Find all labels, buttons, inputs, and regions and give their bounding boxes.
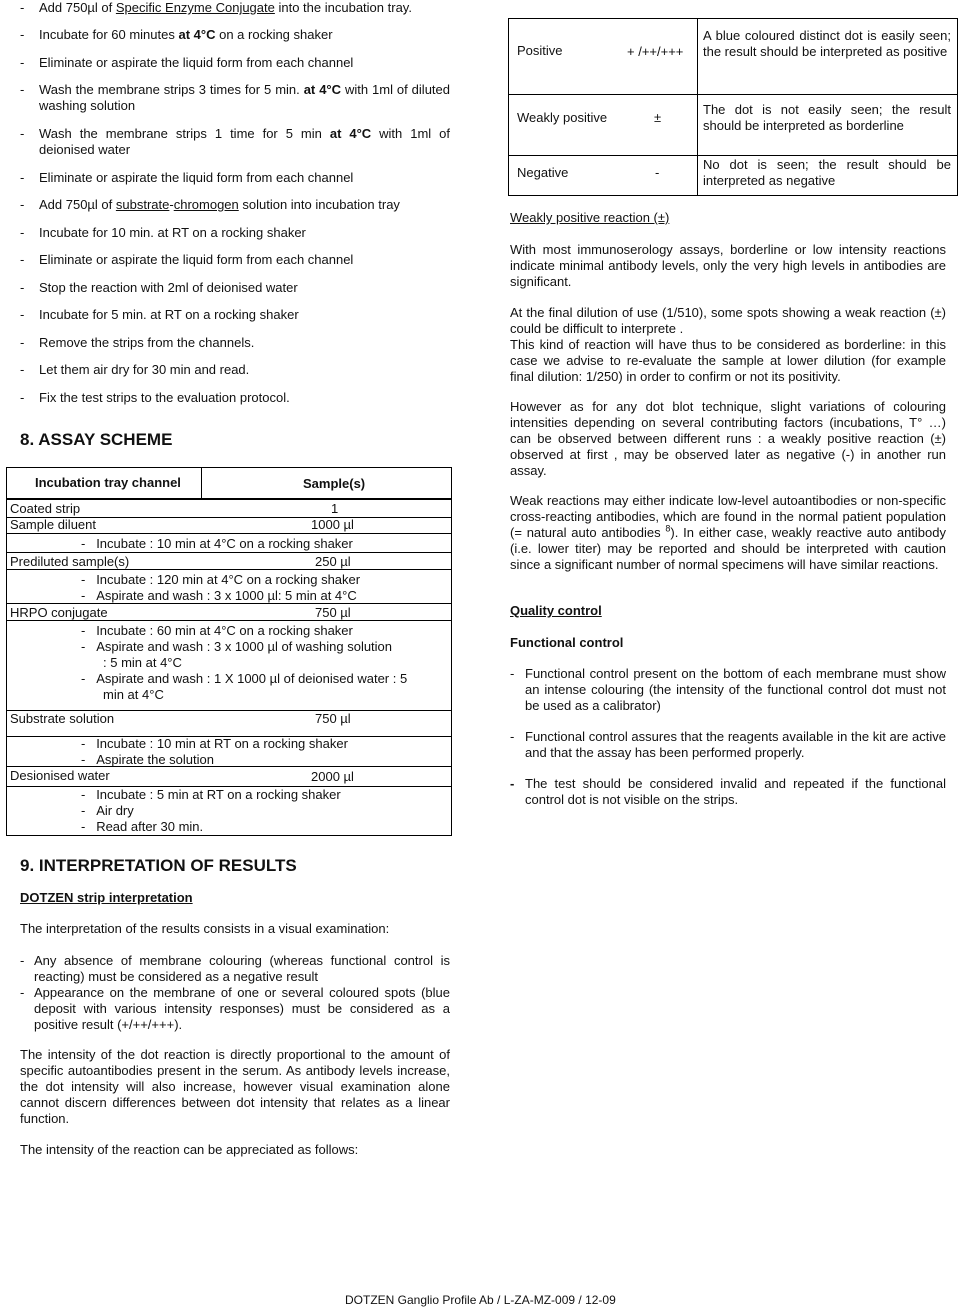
weak-paragraph: At the final dilution of use (1/510), some spots showing a weak reaction (±) could be difficult to interprete . This kind of reaction will have thus to be considered as borderline: in this case we advise to re-evaluate the sample at lower dilution (for example final dilution: 1/250) in order to confirm or not its positivity. [510, 305, 946, 384]
header-channel: Incubation tray channel [35, 475, 181, 490]
section-9-title: 9. INTERPRETATION OF RESULTS [20, 856, 297, 875]
row-label: HRPO conjugate [10, 605, 108, 620]
row-label: Coated strip [10, 501, 81, 516]
step-item: - Stop the reaction with 2ml of deionised water [20, 280, 450, 296]
step-text: Eliminate or aspirate the liquid form from each channel [39, 170, 354, 185]
functional-bullet: - Functional control present on the bottom of each membrane must show an intense colouring (the intensity of the functional control dot must not be used as a calibrator) [510, 666, 946, 713]
step-text: Let them air dry for 30 min and read. [39, 362, 250, 377]
row-value: 1000 µl [311, 517, 354, 532]
functional-bullet: - The test should be considered invalid and repeated if the functional control dot is not visible on the strips. [510, 776, 946, 807]
weak-heading: Weakly positive reaction (±) [510, 210, 670, 225]
step-text: Wash the membrane strips 3 times for 5 min. at 4°C with 1ml of diluted washing solution [39, 82, 450, 113]
header-samples: Sample(s) [303, 476, 366, 491]
result-label: Weakly positive [517, 110, 608, 125]
row-value: 1 [331, 501, 339, 516]
step-item: - Eliminate or aspirate the liquid form from each channel [20, 55, 450, 71]
row-label: Substrate solution [10, 711, 115, 726]
step-text: - Aspirate and wash : 3 x 1000 µl of washing solution [81, 639, 393, 654]
step-text: Incubate for 10 min. at RT on a rocking shaker [39, 225, 306, 240]
step-text: - Incubate : 120 min at 4°C on a rocking shaker [81, 572, 361, 587]
row-value: 750 µl [315, 605, 351, 620]
weak-paragraph: Weak reactions may either indicate low-level autoantibodies or non-specific cross-reacting antibodies, which are found in the normal patient population (= natural auto antibodies $^8$). In either case, weakly reactive auto antibody (i.e. lower titer) may be reported and should be interpreted with caution since a significant number of normal specimens will have similar reactions. [510, 493, 946, 572]
row-value: 2000 µl [311, 769, 354, 784]
result-table [508, 18, 958, 196]
step-text: Incubate for 5 min. at RT on a rocking shaker [39, 307, 299, 322]
interp-bullet: - Any absence of membrane colouring (whereas functional control is reacting) must be considered as a negative result [20, 953, 450, 984]
step-text: Fix the test strips to the evaluation protocol. [39, 390, 290, 405]
step-text: - Read after 30 min. [81, 819, 204, 834]
result-desc: A blue coloured distinct dot is easily seen; the result should be interpreted as positive [703, 28, 951, 59]
step-text: Add 750µl of substrate-chromogen solution into incubation tray [39, 197, 400, 212]
step-item: - Add 750µl of Specific Enzyme Conjugate into the incubation tray. [20, 0, 450, 16]
step-text: - Incubate : 5 min at RT on a rocking shaker [81, 787, 341, 802]
step-item: - Fix the test strips to the evaluation protocol. [20, 390, 450, 406]
step-item: - Wash the membrane strips 1 time for 5 min at 4°C with 1ml of deionised water [20, 126, 450, 157]
interp-paragraph: The intensity of the dot reaction is directly proportional to the amount of specific autoantibodies present in the serum. As antibody levels increase, the dot intensity will also increase, however visual examination alone cannot discern differences between dot intensity that relates as a linear function. [20, 1047, 450, 1126]
result-symbol: + /++/+++ [627, 44, 684, 59]
step-text: Add 750µl of Specific Enzyme Conjugate into the incubation tray. [39, 0, 412, 15]
step-text: Stop the reaction with 2ml of deionised water [39, 280, 298, 295]
assay-table-header [6, 467, 452, 499]
weak-paragraph: With most immunoserology assays, borderline or low intensity reactions indicate minimal antibody levels, only the very high levels in antibodies are significant. [510, 242, 946, 289]
step-item: - Wash the membrane strips 3 times for 5 min. at 4°C with 1ml of diluted washing solution [20, 82, 450, 113]
quality-heading: Quality control [510, 603, 602, 618]
step-text: Eliminate or aspirate the liquid form from each channel [39, 55, 354, 70]
result-label: Positive [517, 43, 563, 58]
step-item: - Incubate for 5 min. at RT on a rocking shaker [20, 307, 450, 323]
step-text: - Aspirate and wash : 3 x 1000 µl: 5 min at 4°C [81, 588, 357, 603]
interp-follows: The intensity of the reaction can be appreciated as follows: [20, 1142, 359, 1157]
section-8-title: 8. ASSAY SCHEME [20, 430, 173, 449]
step-text: Eliminate or aspirate the liquid form from each channel [39, 252, 354, 267]
step-text: - Aspirate and wash : 1 X 1000 µl of deionised water : 5 [81, 671, 408, 686]
interp-intro: The interpretation of the results consists in a visual examination: [20, 921, 390, 936]
step-text: : 5 min at 4°C [103, 655, 182, 670]
step-text: - Incubate : 10 min at RT on a rocking shaker [81, 736, 348, 751]
step-item: - Eliminate or aspirate the liquid form from each channel [20, 170, 450, 186]
row-label: Prediluted sample(s) [10, 554, 130, 569]
result-symbol: - [655, 165, 660, 180]
step-item: - Remove the strips from the channels. [20, 335, 450, 351]
row-value: 250 µl [315, 554, 351, 569]
step-text: Incubate for 60 minutes at 4°C on a rocking shaker [39, 27, 333, 42]
step-item: - Let them air dry for 30 min and read. [20, 362, 450, 378]
assay-table [6, 499, 452, 836]
step-text: min at 4°C [103, 687, 164, 702]
step-text: Wash the membrane strips 1 time for 5 min at 4°C with 1ml of deionised water [39, 126, 450, 157]
step-text: - Aspirate the solution [81, 752, 214, 767]
step-item: - Add 750µl of substrate-chromogen solution into incubation tray [20, 197, 450, 213]
result-desc: No dot is seen; the result should be interpreted as negative [703, 157, 951, 188]
row-label: Desionised water [10, 768, 110, 783]
step-item: - Incubate for 10 min. at RT on a rocking shaker [20, 225, 450, 241]
result-label: Negative [517, 165, 569, 180]
step-text: Remove the strips from the channels. [39, 335, 255, 350]
step-text: - Air dry [81, 803, 134, 818]
row-value: 750 µl [315, 711, 351, 726]
functional-heading: Functional control [510, 635, 624, 650]
footer-doc-ref: DOTZEN Ganglio Profile Ab / L-ZA-MZ-009 / 12-09 [345, 1293, 616, 1307]
interp-bullet: - Appearance on the membrane of one or several coloured spots (blue deposit with various intensity responses) must be considered as a positive result (+/++/+++). [20, 985, 450, 1032]
step-text: - Incubate : 10 min at 4°C on a rocking shaker [81, 536, 353, 551]
result-desc: The dot is not easily seen; the result should be interpreted as borderline [703, 102, 951, 133]
step-item: - Eliminate or aspirate the liquid form from each channel [20, 252, 450, 268]
functional-bullet: - Functional control assures that the reagents available in the kit are active and that the assay has been performed properly. [510, 729, 946, 760]
row-label: Sample diluent [10, 517, 96, 532]
weak-paragraph: However as for any dot blot technique, slight variations of colouring intensities depending on several contributing factors (incubations, T° …) can be observed between different runs : a weakly positive reaction (±) observed at first , may be observed later as negative (-) in another run assay. [510, 399, 946, 478]
result-symbol: ± [654, 110, 662, 125]
step-item: - Incubate for 60 minutes at 4°C on a rocking shaker [20, 27, 450, 43]
dotzen-heading: DOTZEN strip interpretation [20, 890, 193, 905]
step-text: - Incubate : 60 min at 4°C on a rocking shaker [81, 623, 353, 638]
